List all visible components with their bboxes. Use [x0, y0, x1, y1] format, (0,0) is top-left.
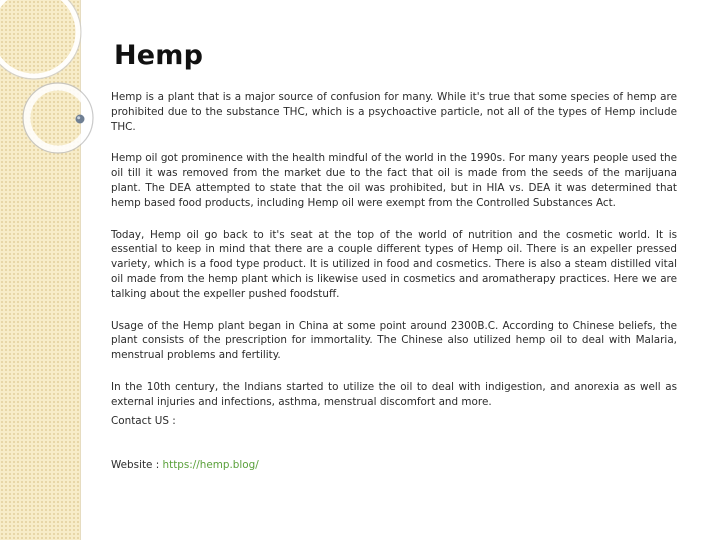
paragraph-history: Hemp oil got prominence with the health mindful of the world in the 1990s. For many years people used the oil till it was removed from the market due to the fact that oil is made from the seeds of the marijuana plant. The DEA attempted to state that the oil was prohibited, but in HIA vs. DEA it was determined that hemp based food products, including Hemp oil were exempt from the Controlled Substances Act.: [111, 152, 677, 209]
paragraph-today: Today, Hemp oil go back to it's seat at the top of the world of nutrition and the cosmetic world. It is essential to keep in mind that there are a couple different types of Hemp oil. There is an expeller pressed variety, which is a food type product. It is utilized in food and cosmetics. There is also a steam distilled vital oil made from the hemp plant which is likewise used in cosmetics and aromatherapy practices. Here we are talking about the expeller pushed foodstuff.: [111, 228, 677, 300]
website-line: [111, 458, 677, 473]
content-body: [111, 90, 677, 473]
paragraph-india: In the 10th century, the Indians started to utilize the oil to deal with indigestion, and anorexia as well as external injuries and infections, asthma, menstrual discomfort and more.: [111, 380, 677, 408]
ring-dot-highlight: [77, 116, 80, 119]
paragraph-intro: Hemp is a plant that is a major source of confusion for many. While it's true that some species of hemp are prohibited due to the substance THC, which is a psychoactive particle, not all of the types of Hemp include THC.: [111, 91, 677, 133]
website-label: Website :: [111, 459, 160, 472]
contact-line: Contact US :: [111, 414, 176, 427]
decorative-rings: [0, 0, 120, 200]
large-ring: [0, 0, 78, 76]
website-link[interactable]: https://hemp.blog/: [162, 459, 259, 472]
ring-dot: [76, 115, 85, 124]
page-title: Hemp: [114, 40, 204, 71]
large-ring-shadow: [0, 0, 81, 79]
paragraph-china: Usage of the Hemp plant began in China at some point around 2300B.C. According to Chinese beliefs, the plant consists of the prescription for immortality. The Chinese also utilized hemp oil to deal with Malaria, menstrual problems and fertility.: [111, 319, 677, 362]
